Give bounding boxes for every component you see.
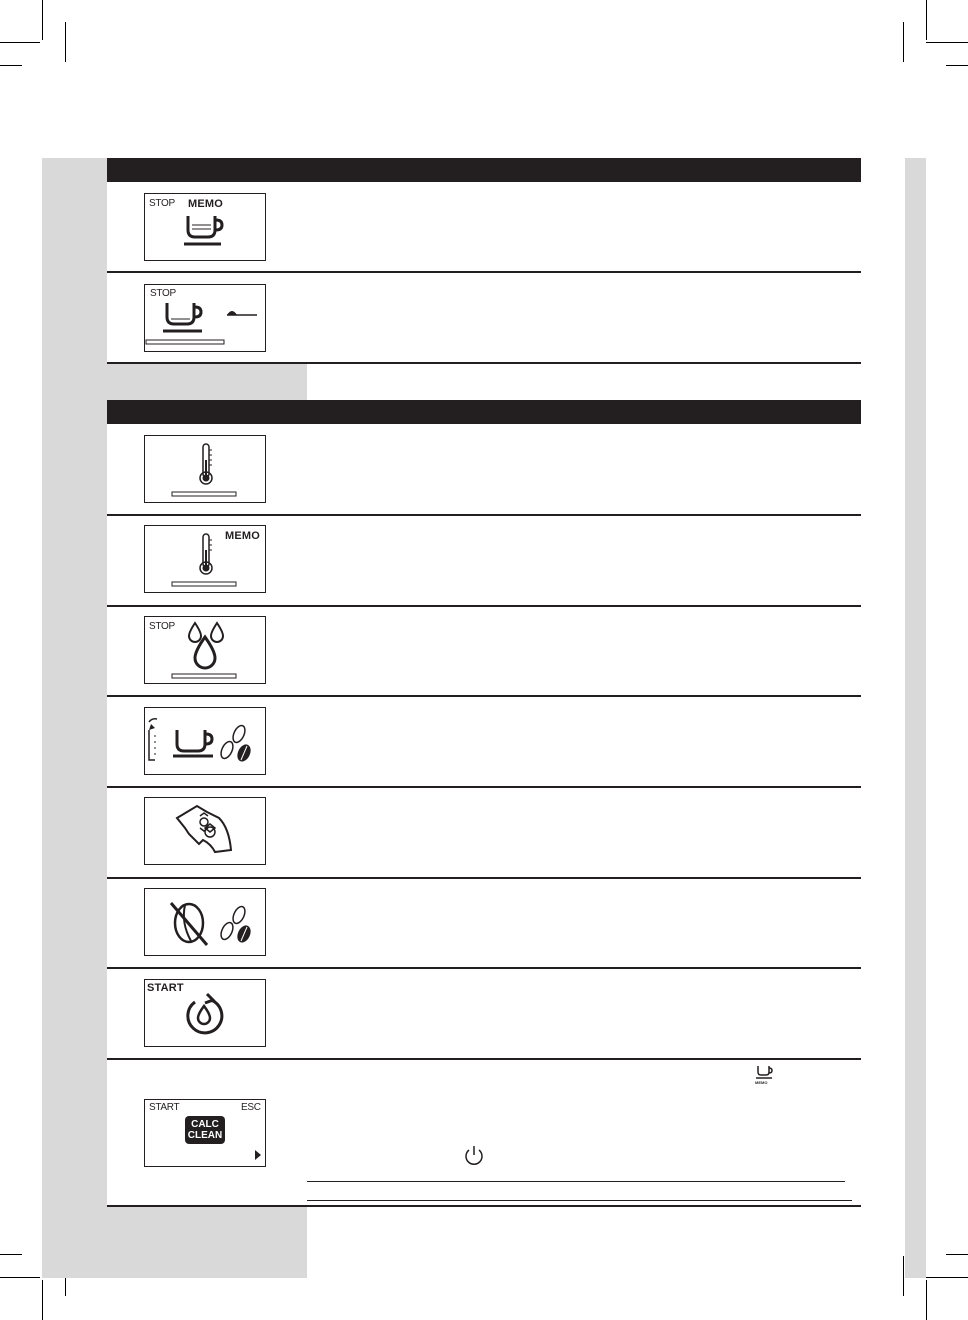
crop-mark (926, 0, 927, 40)
clean-label: CLEAN (187, 1130, 223, 1141)
start-label: START (149, 1102, 180, 1113)
stop-label: STOP (149, 621, 175, 632)
row-divider (107, 786, 861, 788)
display-grinder (144, 797, 266, 865)
row-divider (107, 967, 861, 969)
display-thermometer-memo (144, 525, 266, 593)
crop-mark (42, 1280, 43, 1320)
cup-progress-icon (145, 285, 265, 351)
display-memo-cup (144, 193, 266, 261)
crop-mark (65, 22, 66, 62)
crop-mark (0, 42, 40, 43)
power-icon (462, 1144, 486, 1168)
crop-mark (0, 1277, 40, 1278)
row-divider (107, 271, 861, 273)
cup-memo-icon (752, 1063, 776, 1087)
crop-mark (42, 0, 43, 40)
crop-mark (0, 1254, 22, 1255)
memo-label: MEMO (225, 530, 261, 542)
memo-label: MEMO (188, 198, 224, 210)
thermometer-icon (145, 526, 265, 592)
row-divider (107, 514, 861, 516)
row-divider (107, 1205, 861, 1207)
crop-mark (926, 42, 968, 43)
brew-group-icon (145, 798, 265, 864)
cup-beans-icon (145, 708, 265, 774)
row-divider (107, 1058, 861, 1060)
crop-mark (903, 1256, 904, 1296)
row-divider (107, 695, 861, 697)
arrow-right-icon (145, 1100, 265, 1166)
row-divider (107, 877, 861, 879)
note-rule (307, 1200, 852, 1201)
crop-mark (926, 1280, 927, 1320)
display-thermometer (144, 435, 266, 503)
esc-label: ESC (241, 1102, 261, 1113)
water-drops-icon (145, 617, 265, 683)
note-rule (307, 1181, 845, 1182)
display-start-refill (144, 979, 266, 1047)
display-no-beans (144, 888, 266, 956)
start-label: START (147, 982, 184, 994)
stop-label: STOP (150, 288, 176, 299)
display-cup-beans (144, 707, 266, 775)
calc-label: CALC (191, 1119, 219, 1130)
table-header-bar (107, 158, 861, 182)
table-header-bar (107, 400, 861, 424)
stop-label: STOP (149, 198, 175, 209)
display-calc-clean (144, 1099, 266, 1167)
display-water-drops (144, 616, 266, 684)
side-panel-left (42, 158, 107, 1278)
crop-mark (946, 65, 968, 66)
side-panel-left-bottom (42, 1206, 307, 1278)
circuit-prime-icon (145, 980, 265, 1046)
crop-mark (946, 1254, 968, 1255)
row-divider (107, 605, 861, 607)
display-cup-bar (144, 284, 266, 352)
crop-mark (0, 65, 22, 66)
beans-empty-icon (145, 889, 265, 955)
thermometer-icon (145, 436, 265, 502)
crop-mark (903, 22, 904, 62)
row-divider (107, 362, 861, 364)
section-gap-panel (107, 363, 307, 400)
memo-label: MEMO (755, 1080, 768, 1085)
crop-mark (926, 1277, 968, 1278)
cup-icon (145, 194, 265, 260)
side-panel-right (905, 158, 926, 1278)
